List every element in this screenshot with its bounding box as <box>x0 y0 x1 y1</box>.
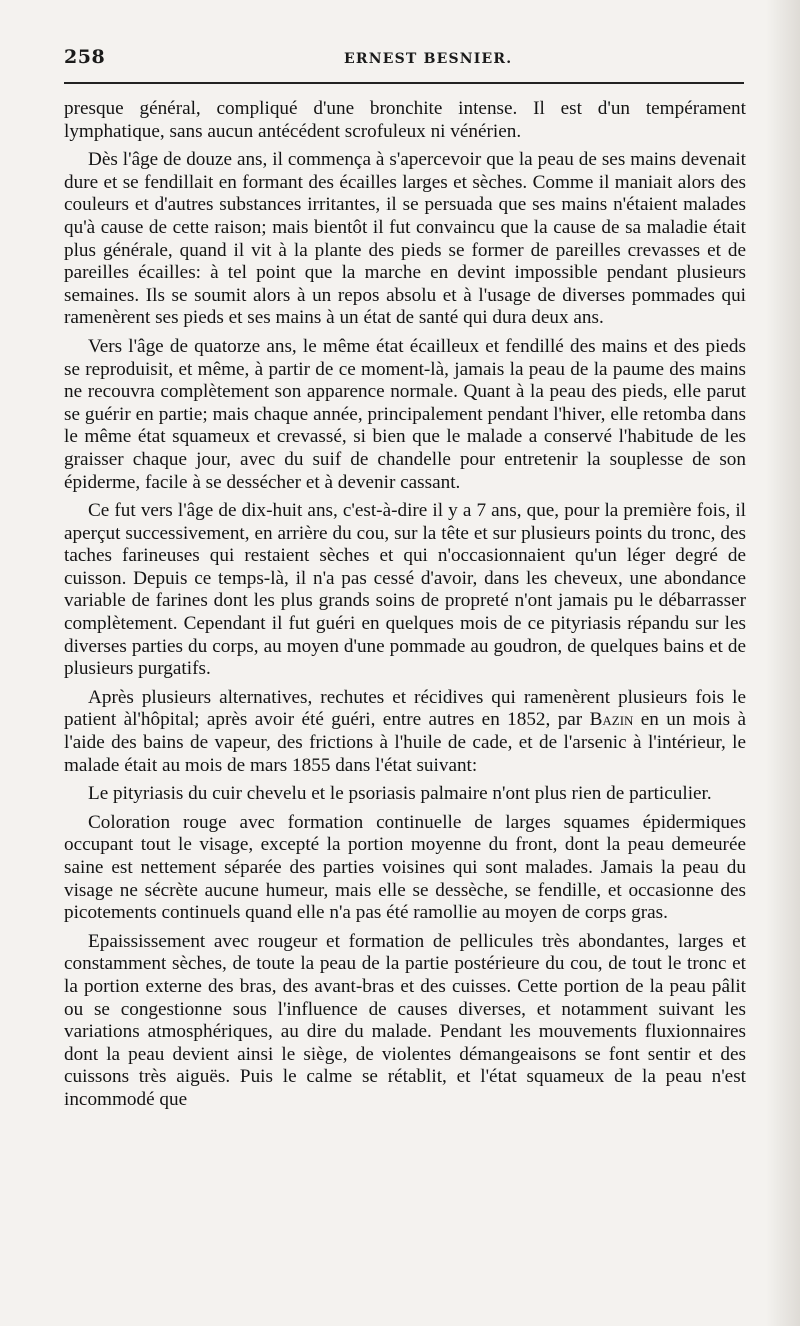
page-number: 258 <box>64 46 106 68</box>
paragraph-4: Ce fut vers l'âge de dix-huit ans, c'est-à-dire il y a 7 ans, que, pour la première fois, il aperçut successivement, en arrière du cou, sur la tête et sur plusieurs points du tronc, des taches farineuses qui restaient sèches et qui n'occasionnaient qu'un léger degré de cuisson. Depuis ce temps-là, il n'a pas cessé d'avoir, dans les cheveux, une abondance variable de farines dont les plus grands soins de propreté n'ont jamais pu le débarrasser complètement. Cependant il fut guéri en quelques mois de ce pityriasis répandu sur les diverses parties du corps, au moyen d'une pommade au goudron, de quelques bains et de plusieurs purgatifs. <box>64 500 746 680</box>
page-edge-shadow <box>766 0 800 1326</box>
paragraph-6: Le pityriasis du cuir chevelu et le psoriasis palmaire n'ont plus rien de particulier. <box>88 783 712 805</box>
paragraph-7: Coloration rouge avec formation continuelle de larges squames épidermiques occupant tout le visage, excepté la portion moyenne du front, dont la peau demeurée saine est nettement séparée des parties voisines qui sont malades. Jamais la peau du visage ne sécrète aucune humeur, mais elle se dessèche, se fendille, et occasionne des picotements continuels quand elle n'a pas été ramollie au moyen de corps gras. <box>64 811 746 924</box>
paragraph-3: Vers l'âge de quatorze ans, le même état écailleux et fendillé des mains et des pieds se reproduisit, et même, à partir de ce moment-là, jamais la peau de la paume des mains ne recouvra complètement son apparence normale. Quant à la peau des pieds, elle parut se guérir en partie; mais chaque année, principalement pendant l'hiver, elle retomba dans le même état squameux et crevassé, si bien que le malade a conservé l'habitude de les graisser chaque jour, avec du suif de chandelle pour entretenir la souplesse de son épiderme, facile à se dessécher et à devenir cassant. <box>64 335 746 493</box>
page-header <box>64 46 744 72</box>
paragraph-2: Dès l'âge de douze ans, il commença à s'apercevoir que la peau de ses mains devenait dure et se fendillait en formant des écailles larges et sèches. Comme il maniait alors des couleurs et d'autres substances irritantes, il se persuada que ses mains n'étaient malades qu'à cause de cette raison; mais bientôt il fut convaincu que la cause de sa maladie était plus générale, quand il vit à la plante des pieds se former de pareilles crevasses et de pareilles écailles: à tel point que la marche en devint impossible pendant plusieurs semaines. Ils se soumit alors à un repos absolu et à l'usage de diverses pommades qui ramenèrent ses pieds et ses mains à un état de santé qui dura deux ans. <box>64 149 746 329</box>
paragraph-5-before: Après plusieurs alternatives, rechutes et récidives qui ramenèrent plusieurs fois le patient àl'hôpital; après avoir été guéri, entre autres en 1852, par <box>64 686 746 731</box>
author-name-bazin: Bazin <box>589 709 634 731</box>
paragraph-8: Epaississement avec rougeur et formation de pellicules très abondantes, larges et constamment sèches, de toute la peau de la partie postérieure du cou, de tout le tronc et la portion externe des bras, des avant-bras et des cuisses. Cette portion de la peau pâlit ou se congestionne sous l'influence de causes diverses, et notamment suivant les variations atmosphériques, au dire du malade. Pendant les mouvements fluxionnaires dont la peau devient ainsi le siège, de violentes démangeaisons se font sentir et des cuissons très aiguës. Puis le calme se rétablit, et l'état squameux de la peau n'est incommodé que <box>64 930 746 1110</box>
body-text <box>64 98 746 1118</box>
paragraph-5 <box>64 687 746 777</box>
paragraph-5-after: en un mois à l'aide des bains de vapeur, des frictions à l'huile de cade, et de l'arsenic à l'intérieur, le malade était au mois de mars 1855 dans l'état suivant: <box>64 709 746 776</box>
running-head: ERNEST BESNIER. <box>344 51 513 67</box>
header-rule <box>64 82 744 84</box>
paragraph-1: presque général, compliqué d'une bronchite intense. Il est d'un tempérament lymphatique, sans aucun antécédent scrofuleux ni vénérien. <box>64 98 746 142</box>
